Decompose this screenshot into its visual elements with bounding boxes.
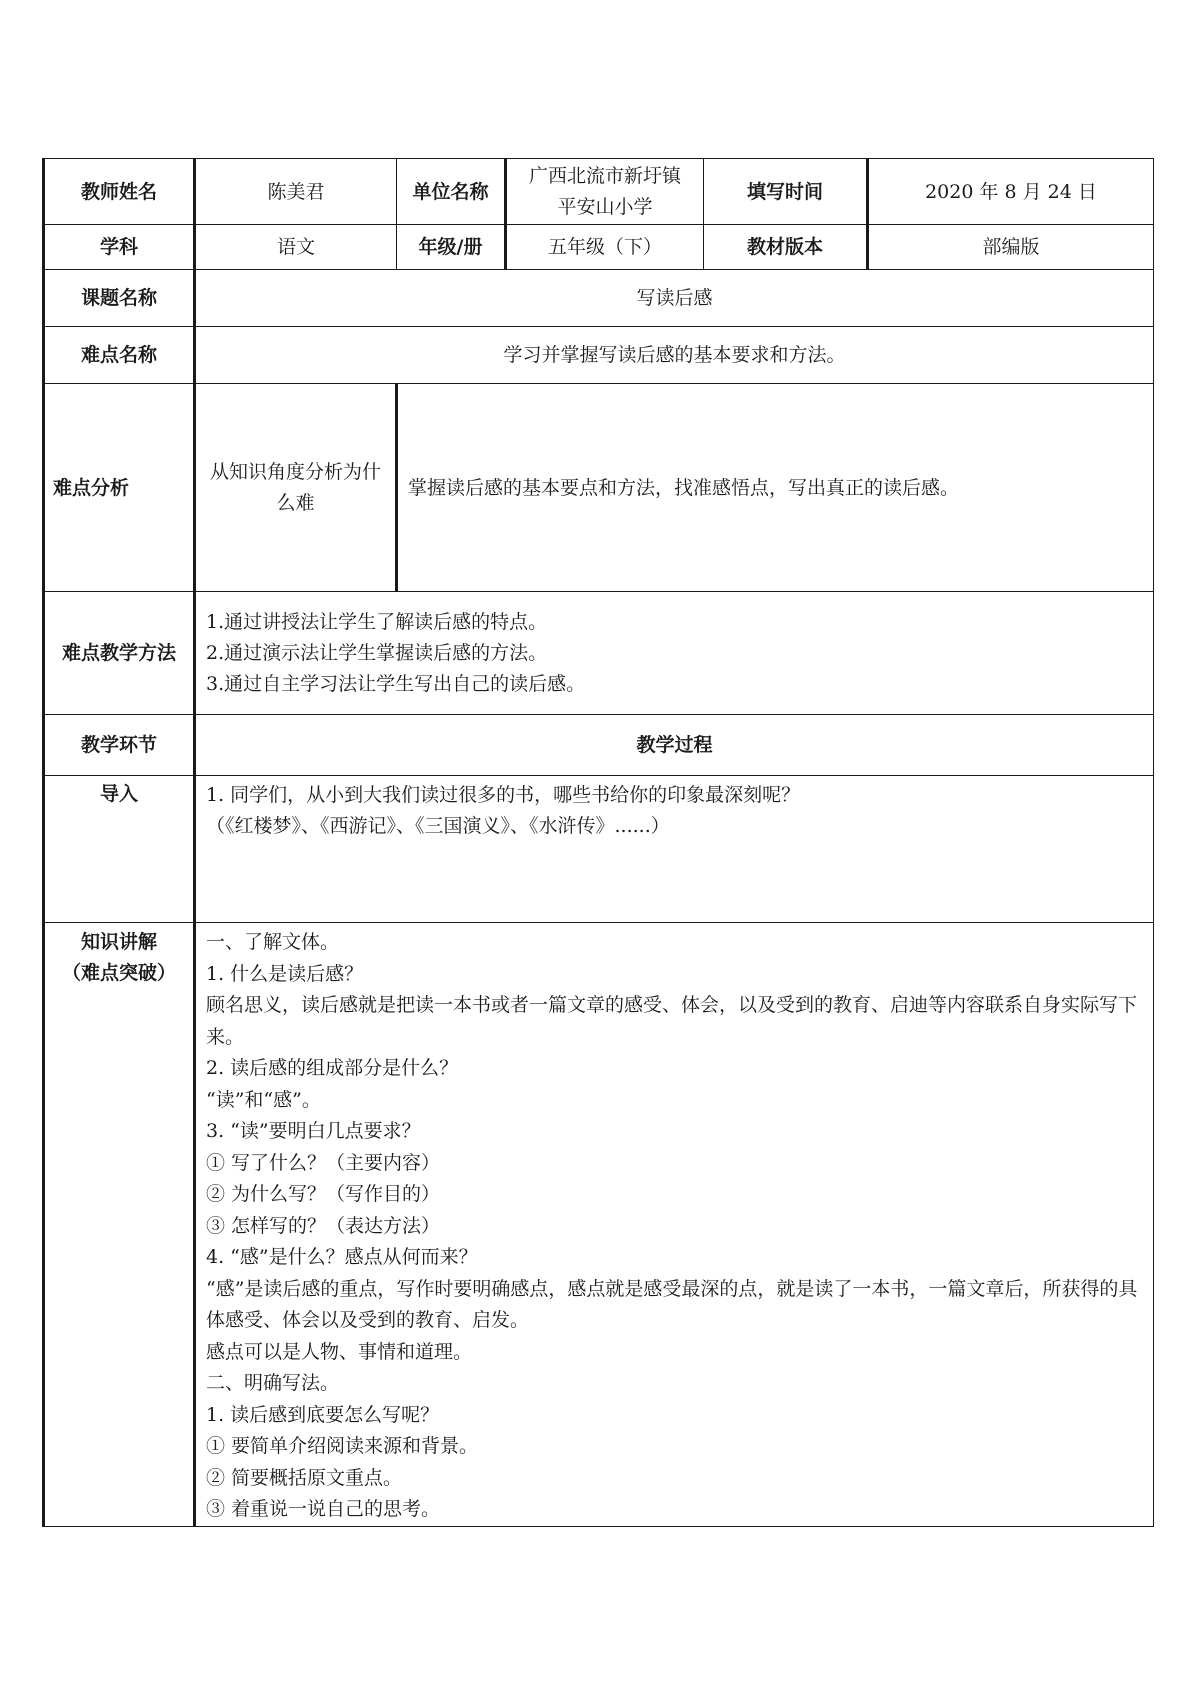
unit-value-line1: 广西北流市新圩镇 <box>528 164 681 187</box>
method-line: 1.通过讲授法让学生了解读后感的特点。 <box>206 610 548 633</box>
intro-row <box>44 776 1154 923</box>
method-content <box>195 592 1154 715</box>
method-row <box>44 592 1154 715</box>
header-row-1 <box>44 159 1154 225</box>
knowledge-content <box>195 923 1154 1527</box>
grade-value: 五年级（下） <box>506 225 704 270</box>
knowledge-label-line2: （难点突破） <box>61 962 176 984</box>
unit-label: 单位名称 <box>397 159 506 225</box>
analysis-row <box>44 384 1154 592</box>
edition-value: 部编版 <box>868 225 1154 270</box>
analysis-value: 掌握读后感的基本要点和方法，找准感悟点，写出真正的读后感。 <box>397 384 1154 592</box>
knowledge-line: 一、了解文体。 <box>206 931 340 953</box>
knowledge-label <box>44 923 195 1527</box>
method-line: 2.通过演示法让学生掌握读后感的方法。 <box>206 641 548 664</box>
knowledge-line: 二、明确写法。 <box>206 1372 340 1394</box>
analysis-sub-label: 从知识角度分析为什么难 <box>195 384 397 592</box>
topic-row <box>44 270 1154 327</box>
intro-line: （《红楼梦》、《西游记》、《三国演义》、《水浒传》......） <box>206 815 670 837</box>
stage-label: 教学环节 <box>44 715 195 776</box>
teacher-value: 陈美君 <box>195 159 397 225</box>
difficulty-row <box>44 327 1154 384</box>
intro-label: 导入 <box>44 776 195 923</box>
knowledge-line: ② 简要概括原文重点。 <box>206 1466 403 1489</box>
knowledge-line: “感”是读后感的重点，写作时要明确感点，感点就是感受最深的点，就是读了一本书，一篇文章后，所获得的具体感受、体会以及受到的教育、启发。 <box>206 1277 1138 1331</box>
knowledge-line: “读”和“感”。 <box>206 1088 321 1111</box>
knowledge-line: ③ 怎样写的？（表达方法） <box>206 1214 441 1237</box>
date-label: 填写时间 <box>704 159 868 225</box>
process-label: 教学过程 <box>195 715 1154 776</box>
intro-content <box>195 776 1154 923</box>
knowledge-line: ③ 着重说一说自己的思考。 <box>206 1498 441 1520</box>
method-line: 3.通过自主学习法让学生写出自己的读后感。 <box>206 672 586 695</box>
analysis-label: 难点分析 <box>44 384 195 592</box>
difficulty-value: 学习并掌握写读后感的基本要求和方法。 <box>195 327 1154 384</box>
unit-value-line2: 平安山小学 <box>557 195 653 218</box>
grade-label: 年级/册 <box>397 225 506 270</box>
knowledge-row <box>44 923 1154 1527</box>
date-value: 2020 年 8 月 24 日 <box>868 159 1154 225</box>
knowledge-line: 1. 什么是读后感？ <box>206 962 364 985</box>
knowledge-line: 3. “读”要明白几点要求？ <box>206 1120 421 1142</box>
teacher-label: 教师姓名 <box>44 159 195 225</box>
knowledge-line: 顾名思义，读后感就是把读一本书或者一篇文章的感受、体会，以及受到的教育、启迪等内容联系自身实际写下来。 <box>206 994 1138 1048</box>
knowledge-line: 4. “感”是什么？感点从何而来？ <box>206 1246 478 1268</box>
process-header-row <box>44 715 1154 776</box>
edition-label: 教材版本 <box>704 225 868 270</box>
knowledge-line: 感点可以是人物、事情和道理。 <box>206 1340 473 1363</box>
knowledge-line: ② 为什么写？（写作目的） <box>206 1183 441 1205</box>
intro-line: 1. 同学们，从小到大我们读过很多的书，哪些书给你的印象最深刻呢？ <box>206 784 801 806</box>
header-row-2 <box>44 225 1154 270</box>
lesson-plan-table <box>42 158 1154 1527</box>
subject-label: 学科 <box>44 225 195 270</box>
subject-value: 语文 <box>195 225 397 270</box>
knowledge-line: ① 要简单介绍阅读来源和背景。 <box>206 1435 479 1457</box>
method-label: 难点教学方法 <box>44 592 195 715</box>
topic-label: 课题名称 <box>44 270 195 327</box>
topic-value: 写读后感 <box>195 270 1154 327</box>
knowledge-line: 1. 读后感到底要怎么写呢？ <box>206 1403 440 1426</box>
knowledge-label-line1: 知识讲解 <box>80 931 157 953</box>
knowledge-line: ① 写了什么？（主要内容） <box>206 1151 441 1174</box>
knowledge-line: 2. 读后感的组成部分是什么？ <box>206 1057 459 1079</box>
difficulty-label: 难点名称 <box>44 327 195 384</box>
unit-value <box>506 159 704 225</box>
